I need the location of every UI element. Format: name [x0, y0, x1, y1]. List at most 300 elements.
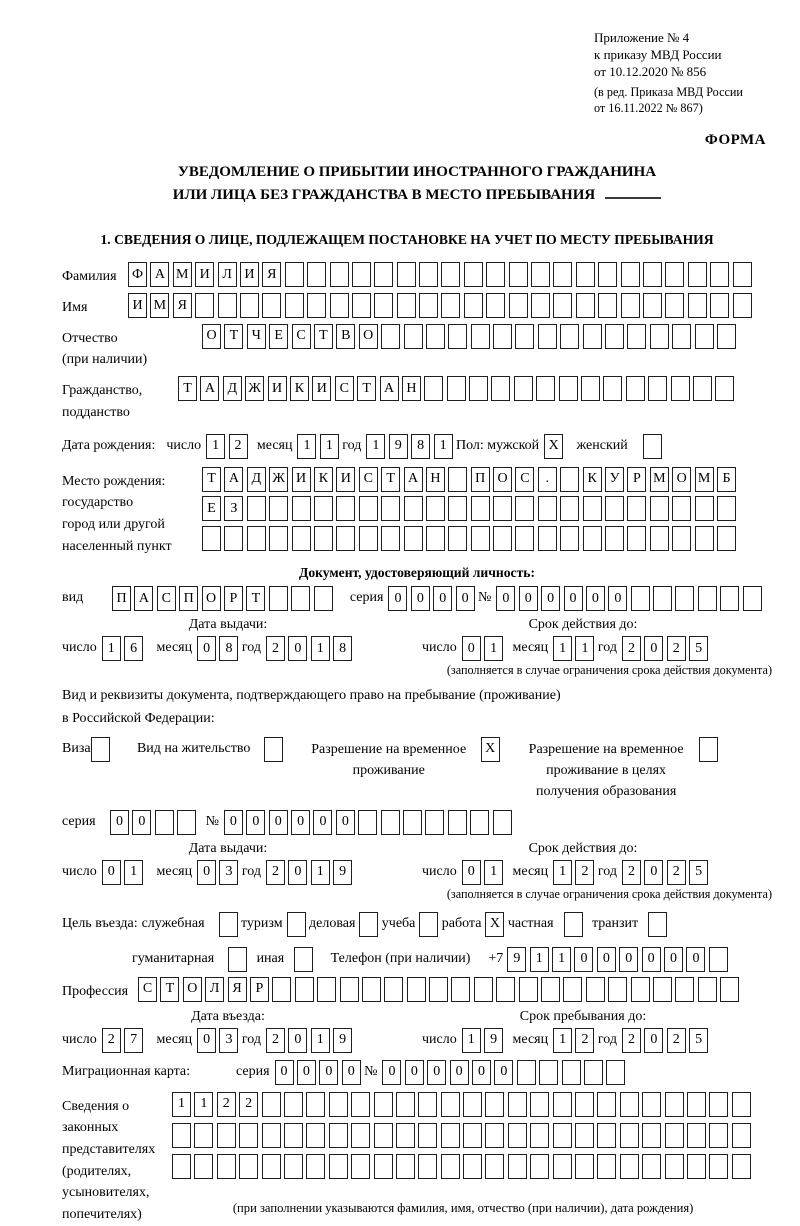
char-box[interactable]: К — [583, 467, 602, 492]
char-box[interactable] — [397, 293, 416, 318]
char-box[interactable]: 0 — [597, 947, 616, 972]
char-box[interactable]: 5 — [689, 860, 708, 885]
char-box[interactable]: 2 — [667, 860, 686, 885]
char-box[interactable] — [362, 977, 381, 1002]
purpose-tourism-checkbox[interactable] — [287, 912, 306, 937]
char-box[interactable]: В — [336, 324, 355, 349]
char-box[interactable] — [576, 262, 595, 287]
char-box[interactable]: 1 — [553, 860, 572, 885]
char-box[interactable] — [605, 496, 624, 521]
char-box[interactable] — [269, 586, 288, 611]
char-box[interactable]: 0 — [664, 947, 683, 972]
char-box[interactable]: 0 — [197, 860, 216, 885]
char-box[interactable] — [715, 376, 734, 401]
char-box[interactable] — [605, 324, 624, 349]
char-box[interactable] — [732, 1154, 751, 1179]
char-box[interactable]: 2 — [667, 1028, 686, 1053]
char-box[interactable]: О — [359, 324, 378, 349]
char-box[interactable] — [709, 1123, 728, 1148]
char-box[interactable] — [648, 376, 667, 401]
char-box[interactable]: 0 — [132, 810, 151, 835]
char-box[interactable]: Т — [381, 467, 400, 492]
char-box[interactable]: 0 — [297, 1060, 316, 1085]
char-box[interactable]: Е — [269, 324, 288, 349]
char-box[interactable] — [285, 262, 304, 287]
char-box[interactable]: А — [224, 467, 243, 492]
char-box[interactable]: 9 — [333, 860, 352, 885]
char-box[interactable] — [562, 1060, 581, 1085]
char-box[interactable] — [583, 526, 602, 551]
char-box[interactable]: Я — [262, 262, 281, 287]
char-box[interactable] — [665, 1092, 684, 1117]
char-box[interactable]: Л — [218, 262, 237, 287]
purpose-transit-checkbox[interactable] — [648, 912, 667, 937]
char-box[interactable] — [426, 496, 445, 521]
char-box[interactable]: О — [672, 467, 691, 492]
char-box[interactable] — [709, 947, 728, 972]
char-box[interactable]: 6 — [124, 636, 143, 661]
char-box[interactable]: О — [183, 977, 202, 1002]
char-box[interactable] — [541, 977, 560, 1002]
char-box[interactable] — [717, 496, 736, 521]
char-box[interactable] — [426, 526, 445, 551]
char-box[interactable]: А — [134, 586, 153, 611]
char-box[interactable] — [486, 293, 505, 318]
char-box[interactable]: Н — [426, 467, 445, 492]
char-box[interactable] — [693, 376, 712, 401]
char-box[interactable] — [642, 1154, 661, 1179]
char-box[interactable] — [665, 1154, 684, 1179]
char-box[interactable]: Т — [178, 376, 197, 401]
char-box[interactable] — [509, 262, 528, 287]
char-box[interactable]: 1 — [311, 1028, 330, 1053]
char-box[interactable] — [515, 496, 534, 521]
char-box[interactable] — [709, 1154, 728, 1179]
char-box[interactable] — [247, 496, 266, 521]
purpose-private-checkbox[interactable] — [564, 912, 583, 937]
char-box[interactable] — [194, 1154, 213, 1179]
char-box[interactable] — [448, 467, 467, 492]
char-box[interactable] — [621, 293, 640, 318]
char-box[interactable] — [224, 526, 243, 551]
char-box[interactable]: Т — [160, 977, 179, 1002]
char-box[interactable]: 0 — [496, 586, 515, 611]
char-box[interactable] — [451, 977, 470, 1002]
char-box[interactable] — [463, 1123, 482, 1148]
char-box[interactable] — [539, 1060, 558, 1085]
char-box[interactable]: 0 — [564, 586, 583, 611]
char-box[interactable] — [240, 293, 259, 318]
char-box[interactable]: 1 — [462, 1028, 481, 1053]
char-box[interactable] — [496, 977, 515, 1002]
char-box[interactable] — [597, 1092, 616, 1117]
char-box[interactable] — [538, 324, 557, 349]
char-box[interactable] — [418, 1092, 437, 1117]
char-box[interactable]: А — [150, 262, 169, 287]
char-box[interactable]: С — [157, 586, 176, 611]
char-box[interactable] — [531, 262, 550, 287]
char-box[interactable] — [464, 293, 483, 318]
char-box[interactable] — [471, 496, 490, 521]
char-box[interactable] — [583, 496, 602, 521]
char-box[interactable] — [306, 1154, 325, 1179]
char-box[interactable] — [307, 293, 326, 318]
char-box[interactable]: И — [292, 467, 311, 492]
char-box[interactable] — [717, 526, 736, 551]
char-box[interactable] — [381, 324, 400, 349]
char-box[interactable] — [374, 1123, 393, 1148]
char-box[interactable] — [621, 262, 640, 287]
char-box[interactable] — [608, 977, 627, 1002]
char-box[interactable] — [485, 1092, 504, 1117]
char-box[interactable]: 0 — [619, 947, 638, 972]
char-box[interactable] — [603, 376, 622, 401]
char-box[interactable]: П — [179, 586, 198, 611]
char-box[interactable] — [291, 586, 310, 611]
char-box[interactable] — [351, 1123, 370, 1148]
char-box[interactable] — [653, 586, 672, 611]
char-box[interactable] — [665, 1123, 684, 1148]
char-box[interactable] — [407, 977, 426, 1002]
char-box[interactable]: Н — [402, 376, 421, 401]
char-box[interactable] — [374, 1154, 393, 1179]
char-box[interactable]: 0 — [288, 1028, 307, 1053]
char-box[interactable] — [351, 1092, 370, 1117]
char-box[interactable]: 1 — [124, 860, 143, 885]
char-box[interactable] — [508, 1123, 527, 1148]
char-box[interactable]: Т — [246, 586, 265, 611]
char-box[interactable]: 5 — [689, 636, 708, 661]
char-box[interactable] — [285, 293, 304, 318]
char-box[interactable] — [584, 1060, 603, 1085]
char-box[interactable] — [217, 1154, 236, 1179]
char-box[interactable] — [329, 1092, 348, 1117]
char-box[interactable] — [194, 1123, 213, 1148]
char-box[interactable] — [642, 1123, 661, 1148]
char-box[interactable] — [493, 810, 512, 835]
char-box[interactable] — [560, 526, 579, 551]
char-box[interactable] — [441, 262, 460, 287]
char-box[interactable] — [155, 810, 174, 835]
char-box[interactable] — [553, 1092, 572, 1117]
char-box[interactable] — [306, 1092, 325, 1117]
char-box[interactable]: М — [150, 293, 169, 318]
char-box[interactable] — [515, 324, 534, 349]
char-box[interactable]: С — [359, 467, 378, 492]
char-box[interactable] — [675, 586, 694, 611]
char-box[interactable]: И — [268, 376, 287, 401]
char-box[interactable] — [671, 376, 690, 401]
char-box[interactable] — [217, 1123, 236, 1148]
char-box[interactable]: И — [336, 467, 355, 492]
purpose-study-checkbox[interactable] — [419, 912, 438, 937]
char-box[interactable] — [530, 1123, 549, 1148]
char-box[interactable]: 0 — [288, 636, 307, 661]
char-box[interactable]: 2 — [622, 1028, 641, 1053]
char-box[interactable]: 1 — [194, 1092, 213, 1117]
char-box[interactable]: 0 — [388, 586, 407, 611]
char-box[interactable] — [733, 293, 752, 318]
char-box[interactable]: Р — [250, 977, 269, 1002]
char-box[interactable] — [359, 496, 378, 521]
char-box[interactable] — [515, 526, 534, 551]
char-box[interactable] — [404, 496, 423, 521]
char-box[interactable]: З — [224, 496, 243, 521]
char-box[interactable] — [314, 526, 333, 551]
char-box[interactable]: 0 — [574, 947, 593, 972]
char-box[interactable] — [463, 1092, 482, 1117]
char-box[interactable]: 0 — [342, 1060, 361, 1085]
char-box[interactable]: 1 — [366, 434, 385, 459]
char-box[interactable] — [358, 810, 377, 835]
char-box[interactable] — [650, 526, 669, 551]
char-box[interactable]: Д — [223, 376, 242, 401]
char-box[interactable] — [493, 496, 512, 521]
char-box[interactable] — [329, 1154, 348, 1179]
char-box[interactable]: 1 — [311, 636, 330, 661]
char-box[interactable] — [650, 324, 669, 349]
char-box[interactable] — [653, 977, 672, 1002]
char-box[interactable] — [218, 293, 237, 318]
char-box[interactable] — [509, 293, 528, 318]
char-box[interactable] — [463, 1154, 482, 1179]
char-box[interactable]: 0 — [313, 810, 332, 835]
char-box[interactable] — [575, 1092, 594, 1117]
char-box[interactable] — [262, 293, 281, 318]
char-box[interactable] — [698, 586, 717, 611]
char-box[interactable]: 1 — [206, 434, 225, 459]
char-box[interactable] — [340, 977, 359, 1002]
char-box[interactable]: 0 — [291, 810, 310, 835]
char-box[interactable]: Т — [357, 376, 376, 401]
char-box[interactable] — [687, 1154, 706, 1179]
char-box[interactable]: 5 — [689, 1028, 708, 1053]
char-box[interactable]: 1 — [172, 1092, 191, 1117]
char-box[interactable] — [720, 977, 739, 1002]
char-box[interactable] — [687, 1092, 706, 1117]
residence-permit-checkbox[interactable] — [264, 737, 283, 762]
char-box[interactable] — [247, 526, 266, 551]
char-box[interactable] — [586, 977, 605, 1002]
char-box[interactable]: 7 — [124, 1028, 143, 1053]
char-box[interactable] — [627, 324, 646, 349]
char-box[interactable]: М — [695, 467, 714, 492]
char-box[interactable] — [284, 1123, 303, 1148]
char-box[interactable] — [419, 293, 438, 318]
char-box[interactable]: 0 — [275, 1060, 294, 1085]
char-box[interactable] — [359, 526, 378, 551]
char-box[interactable]: 0 — [102, 860, 121, 885]
char-box[interactable] — [695, 496, 714, 521]
char-box[interactable]: У — [605, 467, 624, 492]
char-box[interactable] — [581, 376, 600, 401]
char-box[interactable]: 2 — [266, 636, 285, 661]
char-box[interactable] — [559, 376, 578, 401]
char-box[interactable] — [538, 496, 557, 521]
char-box[interactable] — [474, 977, 493, 1002]
char-box[interactable]: 1 — [484, 636, 503, 661]
char-box[interactable]: 1 — [102, 636, 121, 661]
char-box[interactable] — [553, 1123, 572, 1148]
char-box[interactable] — [172, 1154, 191, 1179]
char-box[interactable]: 9 — [484, 1028, 503, 1053]
char-box[interactable]: Т — [224, 324, 243, 349]
purpose-humanitarian-checkbox[interactable] — [228, 947, 247, 972]
char-box[interactable] — [336, 496, 355, 521]
char-box[interactable] — [397, 262, 416, 287]
char-box[interactable] — [631, 977, 650, 1002]
char-box[interactable] — [672, 526, 691, 551]
char-box[interactable] — [672, 496, 691, 521]
char-box[interactable] — [710, 293, 729, 318]
char-box[interactable]: 0 — [197, 636, 216, 661]
char-box[interactable]: Т — [202, 467, 221, 492]
char-box[interactable] — [448, 810, 467, 835]
char-box[interactable] — [448, 324, 467, 349]
char-box[interactable] — [374, 1092, 393, 1117]
char-box[interactable]: 2 — [217, 1092, 236, 1117]
char-box[interactable]: К — [290, 376, 309, 401]
char-box[interactable]: 1 — [552, 947, 571, 972]
char-box[interactable]: К — [314, 467, 333, 492]
char-box[interactable] — [336, 526, 355, 551]
char-box[interactable]: 0 — [319, 1060, 338, 1085]
char-box[interactable] — [352, 262, 371, 287]
char-box[interactable] — [471, 526, 490, 551]
char-box[interactable] — [530, 1154, 549, 1179]
char-box[interactable]: Ф — [128, 262, 147, 287]
char-box[interactable]: 0 — [472, 1060, 491, 1085]
char-box[interactable]: С — [515, 467, 534, 492]
char-box[interactable] — [262, 1092, 281, 1117]
char-box[interactable] — [575, 1123, 594, 1148]
char-box[interactable]: 2 — [575, 1028, 594, 1053]
char-box[interactable] — [292, 496, 311, 521]
char-box[interactable] — [486, 262, 505, 287]
char-box[interactable] — [314, 586, 333, 611]
char-box[interactable] — [620, 1092, 639, 1117]
char-box[interactable] — [202, 526, 221, 551]
char-box[interactable]: А — [404, 467, 423, 492]
char-box[interactable] — [329, 1123, 348, 1148]
char-box[interactable]: 8 — [219, 636, 238, 661]
char-box[interactable]: Ч — [247, 324, 266, 349]
char-box[interactable] — [493, 526, 512, 551]
char-box[interactable] — [464, 262, 483, 287]
char-box[interactable] — [560, 496, 579, 521]
char-box[interactable] — [441, 293, 460, 318]
char-box[interactable]: 1 — [530, 947, 549, 972]
char-box[interactable]: О — [202, 586, 221, 611]
char-box[interactable] — [709, 1092, 728, 1117]
char-box[interactable] — [374, 293, 393, 318]
char-box[interactable] — [396, 1123, 415, 1148]
char-box[interactable]: Д — [247, 467, 266, 492]
char-box[interactable]: Б — [717, 467, 736, 492]
char-box[interactable] — [627, 496, 646, 521]
char-box[interactable] — [517, 1060, 536, 1085]
char-box[interactable] — [553, 262, 572, 287]
char-box[interactable] — [269, 496, 288, 521]
char-box[interactable]: 0 — [224, 810, 243, 835]
char-box[interactable] — [560, 467, 579, 492]
char-box[interactable]: 1 — [311, 860, 330, 885]
char-box[interactable]: 0 — [336, 810, 355, 835]
char-box[interactable] — [643, 262, 662, 287]
char-box[interactable]: Р — [627, 467, 646, 492]
char-box[interactable] — [606, 1060, 625, 1085]
char-box[interactable] — [642, 1092, 661, 1117]
purpose-business-checkbox[interactable] — [359, 912, 378, 937]
char-box[interactable] — [597, 1123, 616, 1148]
char-box[interactable] — [172, 1123, 191, 1148]
char-box[interactable] — [239, 1123, 258, 1148]
char-box[interactable]: 9 — [389, 434, 408, 459]
char-box[interactable]: Е — [202, 496, 221, 521]
char-box[interactable] — [441, 1092, 460, 1117]
char-box[interactable]: 0 — [288, 860, 307, 885]
char-box[interactable] — [732, 1092, 751, 1117]
char-box[interactable]: 0 — [586, 586, 605, 611]
char-box[interactable]: 9 — [507, 947, 526, 972]
char-box[interactable] — [471, 324, 490, 349]
char-box[interactable] — [330, 262, 349, 287]
char-box[interactable] — [531, 293, 550, 318]
char-box[interactable] — [650, 496, 669, 521]
char-box[interactable] — [426, 324, 445, 349]
char-box[interactable] — [317, 977, 336, 1002]
char-box[interactable] — [598, 262, 617, 287]
char-box[interactable] — [538, 526, 557, 551]
char-box[interactable] — [295, 977, 314, 1002]
char-box[interactable]: 2 — [667, 636, 686, 661]
char-box[interactable]: Ж — [269, 467, 288, 492]
char-box[interactable]: 0 — [382, 1060, 401, 1085]
visa-checkbox[interactable] — [91, 737, 110, 762]
char-box[interactable] — [381, 526, 400, 551]
char-box[interactable] — [384, 977, 403, 1002]
char-box[interactable] — [631, 586, 650, 611]
purpose-work-checkbox[interactable]: X — [485, 912, 504, 937]
sex-female-checkbox[interactable] — [643, 434, 662, 459]
char-box[interactable] — [292, 526, 311, 551]
char-box[interactable] — [396, 1154, 415, 1179]
char-box[interactable]: Ж — [245, 376, 264, 401]
char-box[interactable] — [284, 1154, 303, 1179]
char-box[interactable] — [314, 496, 333, 521]
char-box[interactable]: 0 — [494, 1060, 513, 1085]
char-box[interactable] — [643, 293, 662, 318]
char-box[interactable] — [493, 324, 512, 349]
char-box[interactable] — [284, 1092, 303, 1117]
char-box[interactable] — [575, 1154, 594, 1179]
char-box[interactable] — [381, 810, 400, 835]
char-box[interactable] — [717, 324, 736, 349]
char-box[interactable] — [576, 293, 595, 318]
char-box[interactable] — [485, 1154, 504, 1179]
char-box[interactable]: И — [195, 262, 214, 287]
char-box[interactable]: Л — [205, 977, 224, 1002]
char-box[interactable] — [441, 1154, 460, 1179]
char-box[interactable] — [447, 376, 466, 401]
char-box[interactable] — [672, 324, 691, 349]
char-box[interactable] — [418, 1154, 437, 1179]
char-box[interactable] — [429, 977, 448, 1002]
char-box[interactable]: 3 — [219, 860, 238, 885]
char-box[interactable] — [177, 810, 196, 835]
char-box[interactable] — [695, 526, 714, 551]
char-box[interactable] — [424, 376, 443, 401]
